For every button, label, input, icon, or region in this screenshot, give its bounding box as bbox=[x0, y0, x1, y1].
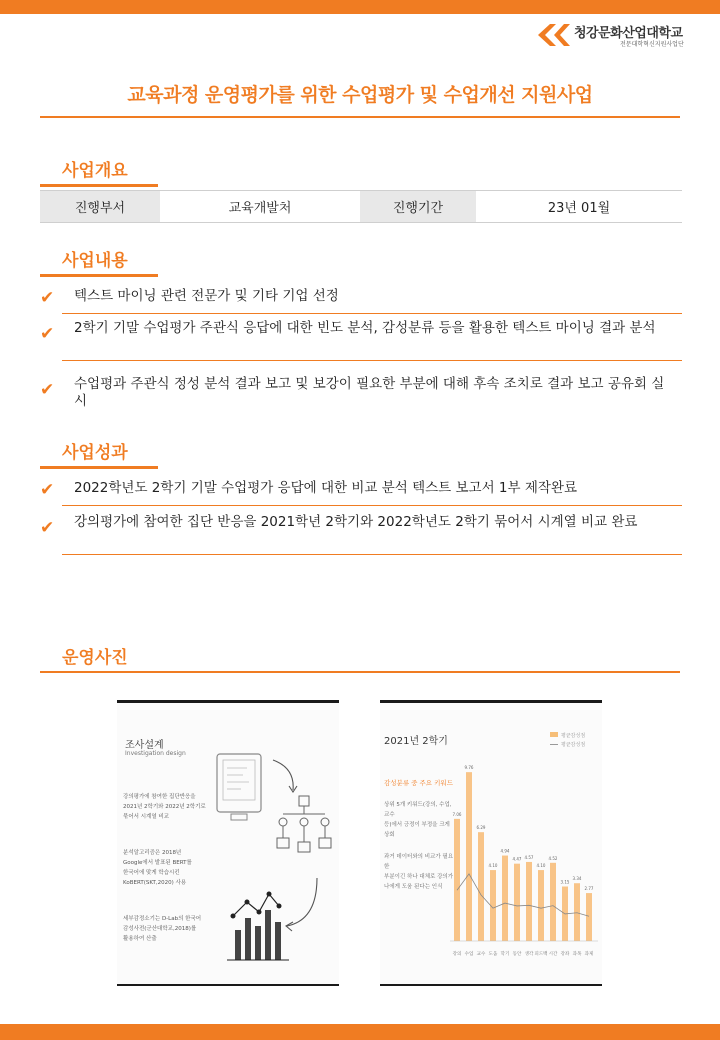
bar-value-label: 4.47 bbox=[512, 856, 522, 862]
content-heading-rule bbox=[40, 274, 158, 277]
chart-bar bbox=[550, 863, 556, 941]
logo-subtitle: 전문대학혁신지원사업단 bbox=[620, 41, 684, 48]
list-item bbox=[40, 287, 682, 315]
check-icon: ✔ bbox=[40, 380, 55, 400]
bar-value-label: 2.77 bbox=[584, 886, 594, 892]
chart-bar bbox=[478, 832, 484, 941]
document-title: 교육과정 운영평가를 위한 수업평가 및 수업개선 지원사업 bbox=[127, 84, 593, 106]
dept-label: 진행부서 bbox=[40, 191, 160, 222]
item-divider bbox=[62, 360, 682, 361]
chart-bar bbox=[574, 883, 580, 941]
list-item-text: 강의평가에 참여한 집단 반응을 2021학년 2학기와 2022학년도 2학기 묶어서 시계열 비교 완료 bbox=[74, 514, 638, 530]
keyword-bar-chart bbox=[450, 756, 600, 966]
note-line: 과거 데이터와의 비교가 필요한 bbox=[384, 854, 454, 870]
period-value: 23년 01월 bbox=[547, 201, 611, 216]
logo-mark-icon bbox=[536, 22, 570, 48]
chart-legend bbox=[550, 732, 585, 750]
bar-value-label: 3.34 bbox=[572, 876, 582, 882]
slide-text-line: 세부감정소기는 D-Lab의 한국어 bbox=[123, 916, 202, 922]
legend-entry: 평균감성점 bbox=[550, 741, 585, 750]
list-item-text: 2학기 기말 수업평가 주관식 응답에 대한 빈도 분석, 감성분류 등을 활용한 텍스트 마이닝 결과 분석 bbox=[74, 320, 656, 336]
results-heading-rule bbox=[40, 466, 158, 469]
slide-subtitle: Investigation design bbox=[125, 750, 186, 757]
bar-value-label: 7.06 bbox=[452, 811, 462, 817]
slide-text-line: Google에서 발표된 BERT를 bbox=[123, 860, 192, 866]
slide-title: 조사설계 bbox=[125, 740, 164, 751]
overview-table bbox=[40, 190, 682, 223]
x-axis-label: 시간 bbox=[548, 952, 558, 957]
slide-text-line: 활용하여 산출 bbox=[123, 936, 157, 942]
chart-bar bbox=[466, 772, 472, 941]
bar-value-label: 4.52 bbox=[548, 855, 558, 861]
photos-heading-rule bbox=[40, 671, 680, 673]
x-axis-label: 강좌 bbox=[560, 952, 570, 957]
bar-value-label: 3.15 bbox=[560, 879, 570, 885]
photo-top-border bbox=[117, 700, 339, 703]
legend-line-icon bbox=[550, 744, 558, 745]
slide-text-line: 감성사전(군산대학교,2018)를 bbox=[123, 926, 197, 932]
note-line: 나에게 도움 된다는 인식 bbox=[384, 884, 443, 890]
photo-keyword-chart bbox=[380, 700, 602, 986]
chart-headline: 감성분류 중 주요 키워드 bbox=[384, 779, 453, 787]
list-item bbox=[40, 514, 682, 556]
note-line: 부분이긴 하나 대체로 강의가 bbox=[384, 874, 454, 880]
title-divider bbox=[40, 116, 680, 118]
bar-value-label: 9.76 bbox=[464, 765, 474, 771]
slide-title: 2021년 2학기 bbox=[384, 736, 448, 747]
list-item bbox=[40, 320, 682, 362]
photo-bottom-border bbox=[380, 984, 602, 986]
x-axis-label: 피드백 bbox=[534, 952, 548, 957]
chart-bar bbox=[586, 893, 592, 941]
photo-top-border bbox=[380, 700, 602, 703]
x-axis-label: 교수 bbox=[476, 952, 486, 957]
x-axis-label: 과목 bbox=[572, 952, 582, 957]
slide-text-line: 묶어서 시계열 비교 bbox=[123, 814, 170, 820]
list-item bbox=[40, 479, 682, 507]
list-item-text: 수업평과 주관식 정성 분석 결과 보고 및 보강이 필요한 부분에 대해 후속 조치로 결과 보고 공유회 실시 bbox=[74, 376, 665, 409]
slide-text-line: KoBERT(SKT,2020) 사용 bbox=[123, 880, 187, 886]
legend-entry: 평균감성점 bbox=[550, 732, 585, 741]
bar-value-label: 4.57 bbox=[524, 854, 534, 860]
item-divider bbox=[62, 505, 682, 506]
chart-bar bbox=[526, 862, 532, 941]
slide-text-line: 2021년 2학기와 2022년 2학기로 bbox=[123, 804, 206, 810]
chart-bar bbox=[514, 864, 520, 941]
item-divider bbox=[62, 554, 682, 555]
list-item-text: 텍스트 마이닝 관련 전문가 및 기타 기업 선정 bbox=[74, 288, 339, 304]
content-heading: 사업내용 bbox=[62, 251, 128, 271]
x-axis-label: 동안 bbox=[512, 952, 522, 957]
slide-text-block bbox=[123, 914, 215, 944]
top-accent-bar bbox=[0, 0, 720, 14]
slide-text-block bbox=[123, 848, 215, 888]
slide-text-block bbox=[123, 792, 215, 822]
overview-heading: 사업개요 bbox=[62, 161, 128, 181]
list-item bbox=[40, 376, 682, 418]
logo-name: 청강문화산업대학교 bbox=[574, 26, 683, 41]
school-logo bbox=[536, 22, 706, 48]
period-label: 진행기간 bbox=[360, 191, 476, 222]
x-axis-label: 생각 bbox=[524, 952, 534, 957]
check-icon: ✔ bbox=[40, 288, 55, 308]
chart-bar bbox=[454, 819, 460, 941]
item-divider bbox=[62, 313, 682, 314]
photos-heading: 운영사진 bbox=[62, 648, 128, 668]
check-icon: ✔ bbox=[40, 518, 55, 538]
photo-survey-design bbox=[117, 700, 339, 986]
slide-text-line: 강의평가에 참여한 집단반응을 bbox=[123, 794, 196, 800]
bar-value-label: 4.94 bbox=[500, 848, 510, 854]
x-axis-label: 학기 bbox=[500, 952, 510, 957]
chart-bar bbox=[538, 870, 544, 941]
slide-text-line: 분석알고리즘은 2018년 bbox=[123, 850, 182, 856]
overview-heading-rule bbox=[40, 184, 158, 187]
bar-value-label: 6.29 bbox=[476, 825, 486, 831]
chart-bar bbox=[502, 856, 508, 941]
bottom-accent-bar bbox=[0, 1024, 720, 1040]
chart-notes bbox=[384, 800, 454, 892]
x-axis-label: 수업 bbox=[464, 952, 474, 957]
x-axis-label: 과제 bbox=[584, 952, 594, 957]
note-line: 상위 5개 키워드(강의, 수업, 교수 bbox=[384, 802, 452, 818]
note-line: 등)에서 긍정이 부정을 크게 상회 bbox=[384, 822, 450, 838]
bar-value-label: 4.10 bbox=[488, 863, 498, 869]
dept-value: 교육개발처 bbox=[228, 201, 292, 216]
list-item-text: 2022학년도 2학기 기말 수업평가 응답에 대한 비교 분석 텍스트 보고서 1부 제작완료 bbox=[74, 480, 578, 496]
check-icon: ✔ bbox=[40, 324, 55, 344]
x-axis-label: 강의 bbox=[452, 952, 462, 957]
legend-swatch-icon bbox=[550, 732, 558, 737]
slide-text-line: 한국어에 맞게 학습시킨 bbox=[123, 870, 180, 876]
design-illustration bbox=[213, 750, 333, 980]
photo-bottom-border bbox=[117, 984, 339, 986]
results-heading: 사업성과 bbox=[62, 443, 128, 463]
check-icon: ✔ bbox=[40, 480, 55, 500]
bar-value-label: 4.10 bbox=[536, 863, 546, 869]
x-axis-label: 도움 bbox=[488, 952, 498, 957]
